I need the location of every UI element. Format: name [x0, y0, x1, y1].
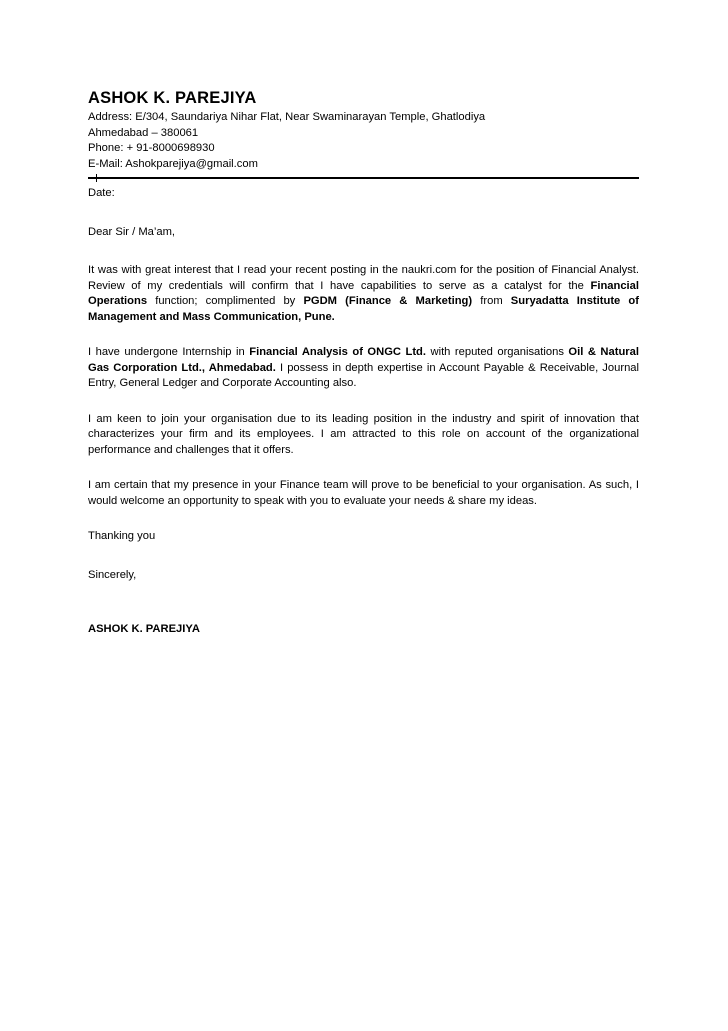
- paragraph-text: I possess in depth expertise in Account Payable & Receivable, Journal Entry, General Ledger and Corporate Accounting also.: [88, 361, 639, 389]
- bold-phrase: Financial Operations: [88, 279, 639, 307]
- paragraph-text: from: [472, 295, 511, 307]
- paragraph-text: I have undergone Internship in: [88, 346, 250, 358]
- bold-phrase: Oil & Natural Gas Corporation Ltd., Ahmedabad.: [88, 346, 639, 374]
- bold-phrase: Financial Analysis of ONGC Ltd.: [249, 346, 426, 358]
- sender-phone: Phone: + 91-8000698930: [88, 142, 215, 154]
- sender-email: E-Mail: Ashokparejiya@gmail.com: [88, 157, 258, 170]
- salutation: Dear Sir / Ma’am,: [88, 225, 176, 238]
- paragraph-intro: [88, 263, 639, 325]
- divider-tick-mark: [96, 174, 97, 182]
- sender-contact-block: [88, 110, 639, 172]
- paragraph-text: with reputed organisations: [426, 346, 569, 358]
- paragraph-motivation: I am keen to join your organisation due to its leading position in the industry and spirit of innovation that characterizes your firm and its employees. I am attracted to this role on account of the organizational performance and challenges that it offers.: [88, 412, 639, 456]
- sender-name: ASHOK K. PAREJIYA: [88, 89, 257, 107]
- divider-line: [88, 177, 639, 179]
- signature-name: ASHOK K. PAREJIYA: [88, 623, 200, 635]
- sender-address: Address: E/304, Saundariya Nihar Flat, Near Swaminarayan Temple, Ghatlodiya: [88, 111, 486, 123]
- bold-phrase: Suryadatta Institute of Management and Mass Communication, Pune.: [88, 295, 639, 323]
- sender-city: Ahmedabad – 380061: [88, 126, 199, 139]
- letter-body: [88, 88, 639, 638]
- sign-off: Sincerely,: [88, 568, 137, 581]
- thanks-line: Thanking you: [88, 530, 156, 542]
- paragraph-closing: I am certain that my presence in your Finance team will prove to be beneficial to your organisation. As such, I would welcome an opportunity to speak with you to evaluate your needs & share my ideas.: [88, 479, 639, 507]
- bold-phrase: PGDM (Finance & Marketing): [303, 295, 473, 307]
- date-line: Date:: [88, 187, 115, 199]
- paragraph-text: It was with great interest that I read your recent posting in the naukri.com for the position of Financial Analyst. Review of my credentials will confirm that I have capabilities to serve as a catalyst for the: [88, 264, 639, 292]
- header-divider: [88, 174, 639, 182]
- paragraph-text: function; complimented by: [147, 295, 304, 307]
- paragraph-internship: [88, 345, 639, 392]
